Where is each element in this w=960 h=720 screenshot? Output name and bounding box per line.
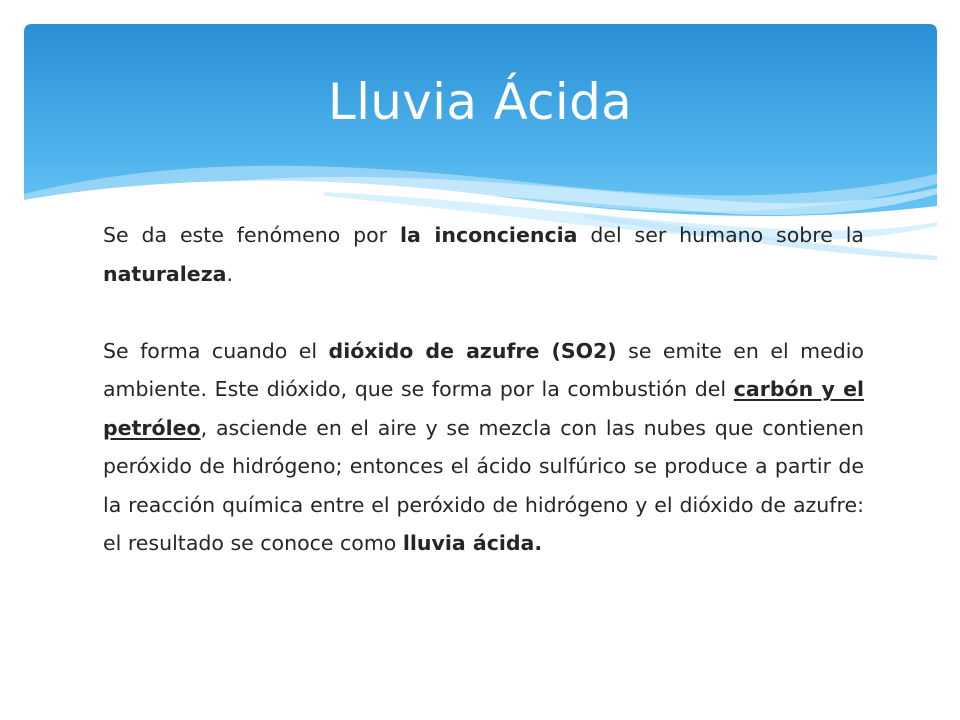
- text-run: del ser humano sobre la: [577, 223, 864, 247]
- slide-title: Lluvia Ácida: [327, 73, 633, 131]
- bold-phrase: naturaleza: [103, 261, 227, 286]
- bold-underlined-phrase: carbón y el petróleo: [103, 377, 865, 440]
- text-run: Se da este fenómeno por: [103, 223, 400, 247]
- bold-phrase: la inconciencia: [399, 223, 578, 247]
- text-run: se emite en el medio ambiente. Este dióxido, que se forma por la combustión del: [103, 338, 864, 401]
- slide-body: [103, 216, 864, 563]
- paragraph-cause: [103, 216, 864, 293]
- bold-phrase: lluvia ácida.: [402, 531, 543, 555]
- text-run: , asciende en el aire y se mezcla con las nubes que contienen peróxido de hidrógeno; entonces el ácido sulfúrico se produce a partir de la reacción química entre el peróxido de hidrógeno y el dióxido de azufre: el resultado se conoce como: [103, 415, 864, 555]
- text-run: .: [226, 261, 233, 286]
- bold-phrase: dióxido de azufre (SO2): [328, 338, 617, 363]
- text-run: Se forma cuando el: [103, 338, 329, 363]
- paragraph-formation: [103, 332, 864, 563]
